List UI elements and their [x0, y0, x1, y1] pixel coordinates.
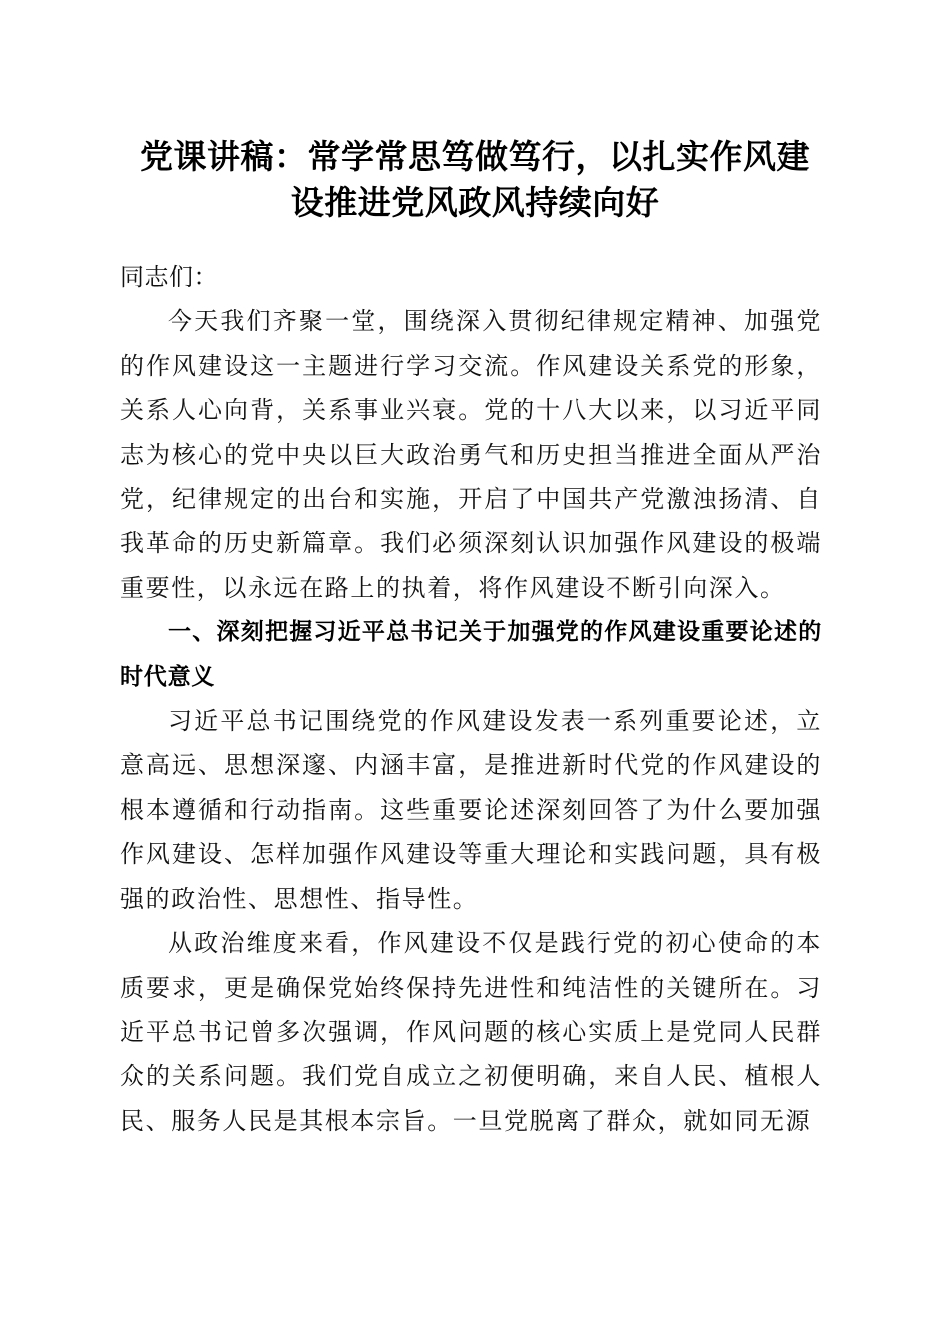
salutation: 同志们：: [120, 263, 218, 291]
title-line-2: 设推进党风政风持续向好: [290, 183, 660, 222]
paragraph-section-1-a: 习近平总书记围绕党的作风建设发表一系列重要论述，立意高远、思想深邃、内涵丰富，是推进新时代党的作风建设的根本遵循和行动指南。这些重要论述深刻回答了为什么要加强作风建设、怎样加强作风建设等重大理论和实践问题，具有极强的政治性、思想性、指导性。: [120, 707, 822, 913]
document-body: [120, 255, 822, 1143]
title-line-1: 党课讲稿：常学常思笃做笃行，以扎实作风建: [140, 137, 810, 176]
document-title: [100, 134, 850, 226]
paragraph-section-1-b: 从政治维度来看，作风建设不仅是践行党的初心使命的本质要求，更是确保党始终保持先进性和纯洁性的关键所在。习近平总书记曾多次强调，作风问题的核心实质上是党同人民群众的关系问题。我们党自成立之初便明确，来自人民、植根人民、服务人民是其根本宗旨。一旦党脱离了群众，就如同无源: [120, 929, 822, 1135]
paragraph-intro: 今天我们齐聚一堂，围绕深入贯彻纪律规定精神、加强党的作风建设这一主题进行学习交流。作风建设关系党的形象，关系人心向背，关系事业兴衰。党的十八大以来，以习近平同志为核心的党中央以巨大政治勇气和历史担当推进全面从严治党，纪律规定的出台和实施，开启了中国共产党激浊扬清、自我革命的历史新篇章。我们必须深刻认识加强作风建设的极端重要性，以永远在路上的执着，将作风建设不断引向深入。: [120, 307, 822, 602]
section-heading-1: 一、深刻把握习近平总书记关于加强党的作风建设重要论述的时代意义: [120, 619, 822, 690]
